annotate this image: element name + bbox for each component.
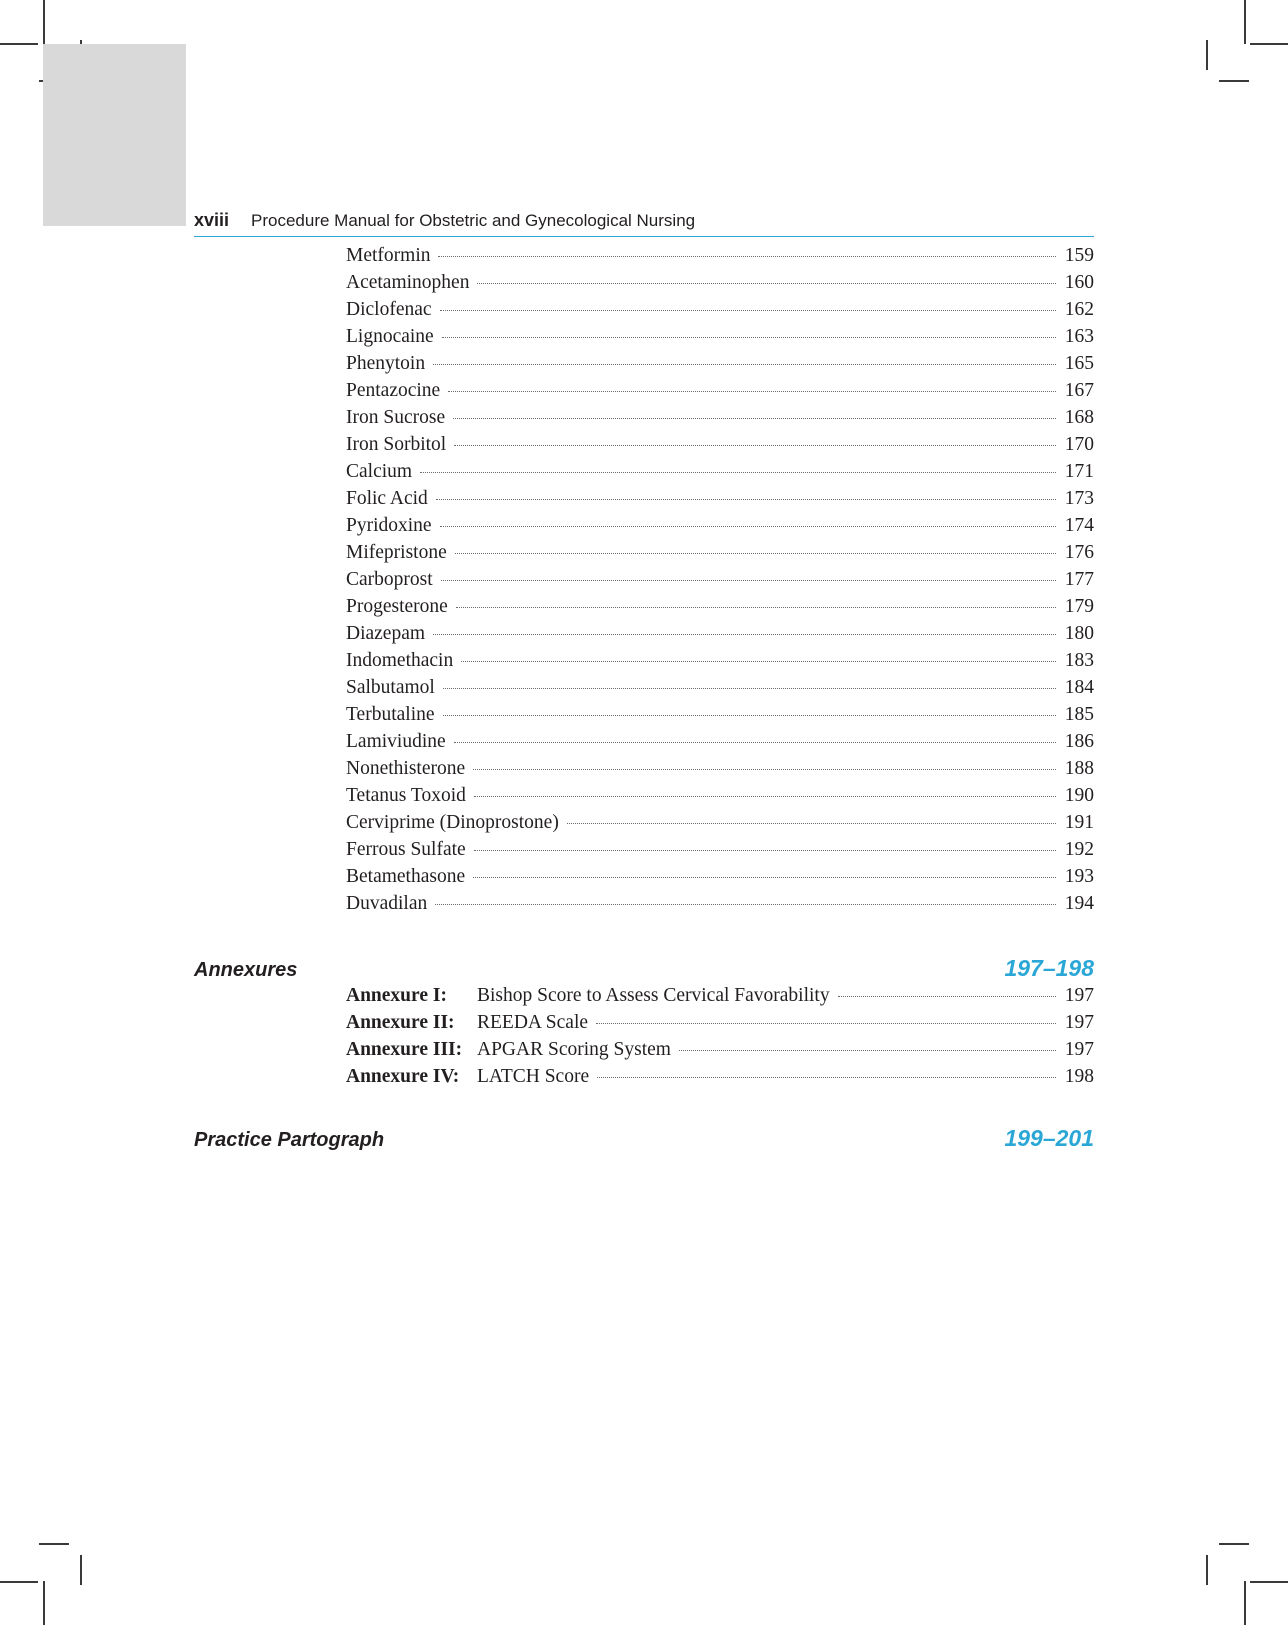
toc-entry-page: 173 <box>1064 488 1094 509</box>
toc-entry-page: 191 <box>1064 812 1094 833</box>
toc-drug-list <box>346 245 1094 920</box>
toc-entry[interactable] <box>346 434 1094 461</box>
annexure-page: 197 <box>1064 1012 1094 1033</box>
dot-leader <box>441 580 1056 581</box>
dot-leader <box>438 256 1056 257</box>
toc-entry-page: 192 <box>1064 839 1094 860</box>
section-label: Practice Partograph <box>194 1129 385 1151</box>
toc-entry-page: 174 <box>1064 515 1094 536</box>
annexure-page: 198 <box>1064 1066 1094 1087</box>
toc-entry-page: 160 <box>1064 272 1094 293</box>
toc-entry-title: Progesterone <box>346 596 448 617</box>
dot-leader <box>679 1050 1056 1051</box>
toc-entry-title: Lignocaine <box>346 326 434 347</box>
toc-entry-page: 159 <box>1064 245 1094 266</box>
toc-entry[interactable] <box>346 515 1094 542</box>
crop-mark <box>1219 80 1249 82</box>
dot-leader <box>474 796 1056 797</box>
toc-entry-page: 183 <box>1064 650 1094 671</box>
dot-leader <box>443 715 1056 716</box>
grey-tab-block <box>43 44 186 226</box>
page-folio: xviii <box>194 210 230 230</box>
dot-leader <box>597 1077 1056 1078</box>
toc-entry-title: Cerviprime (Dinoprostone) <box>346 812 559 833</box>
toc-entry-title: Metformin <box>346 245 431 266</box>
dot-leader <box>442 337 1056 338</box>
toc-entry-title: Tetanus Toxoid <box>346 785 466 806</box>
section-label: Annexures <box>194 959 298 981</box>
toc-entry-page: 163 <box>1064 326 1094 347</box>
toc-entry-title: Lamiviudine <box>346 731 446 752</box>
annexure-number: Annexure I: <box>346 985 447 1006</box>
toc-entry[interactable] <box>346 866 1094 893</box>
toc-annexure-entry[interactable] <box>346 985 1094 1012</box>
dot-leader <box>420 472 1056 473</box>
crop-mark <box>1250 43 1288 45</box>
toc-entry-page: 180 <box>1064 623 1094 644</box>
toc-entry-page: 188 <box>1064 758 1094 779</box>
dot-leader <box>453 418 1056 419</box>
dot-leader <box>455 553 1056 554</box>
annexure-title: Bishop Score to Assess Cervical Favorability <box>477 985 830 1006</box>
dot-leader <box>436 499 1056 500</box>
toc-entry[interactable] <box>346 839 1094 866</box>
toc-entry[interactable] <box>346 461 1094 488</box>
toc-entry[interactable] <box>346 596 1094 623</box>
toc-entry[interactable] <box>346 731 1094 758</box>
toc-entry-title: Nonethisterone <box>346 758 466 779</box>
dot-leader <box>474 850 1056 851</box>
toc-entry-page: 185 <box>1064 704 1094 725</box>
toc-entry[interactable] <box>346 326 1094 353</box>
crop-mark <box>43 0 45 44</box>
dot-leader <box>456 607 1056 608</box>
dot-leader <box>567 823 1056 824</box>
toc-entry-page: 170 <box>1064 434 1094 455</box>
toc-entry-page: 167 <box>1064 380 1094 401</box>
dot-leader <box>477 283 1056 284</box>
annexure-page: 197 <box>1064 985 1094 1006</box>
toc-entry-title: Iron Sucrose <box>346 407 446 428</box>
toc-entry[interactable] <box>346 407 1094 434</box>
crop-mark <box>39 1543 69 1545</box>
crop-mark <box>1244 1581 1246 1625</box>
section-page-range: 199–201 <box>1004 1125 1094 1151</box>
toc-entry-title: Calcium <box>346 461 413 482</box>
toc-entry-title: Indomethacin <box>346 650 454 671</box>
section-practice-partograph <box>194 1125 1094 1152</box>
annexure-title: LATCH Score <box>477 1066 590 1087</box>
toc-entry-page: 168 <box>1064 407 1094 428</box>
toc-entry-page: 176 <box>1064 542 1094 563</box>
crop-mark <box>0 1581 38 1583</box>
toc-entry-page: 193 <box>1064 866 1094 887</box>
toc-annexure-list <box>346 985 1094 1093</box>
dot-leader <box>435 904 1056 905</box>
toc-entry[interactable] <box>346 812 1094 839</box>
annexure-number: Annexure IV: <box>346 1066 460 1087</box>
running-header <box>194 208 1094 237</box>
section-page-range: 197–198 <box>1004 955 1094 981</box>
toc-entry-title: Folic Acid <box>346 488 428 509</box>
toc-entry-title: Phenytoin <box>346 353 426 374</box>
toc-entry[interactable] <box>346 677 1094 704</box>
toc-entry-title: Salbutamol <box>346 677 435 698</box>
toc-entry[interactable] <box>346 542 1094 569</box>
crop-mark <box>0 43 38 45</box>
dot-leader <box>448 391 1056 392</box>
crop-mark <box>80 1555 82 1585</box>
dot-leader <box>440 526 1056 527</box>
crop-mark <box>1219 1543 1249 1545</box>
toc-entry[interactable] <box>346 380 1094 407</box>
annexure-number: Annexure III: <box>346 1039 463 1060</box>
toc-entry[interactable] <box>346 299 1094 326</box>
annexure-title: REEDA Scale <box>477 1012 589 1033</box>
toc-entry-page: 190 <box>1064 785 1094 806</box>
toc-entry[interactable] <box>346 704 1094 731</box>
toc-entry[interactable] <box>346 245 1094 272</box>
dot-leader <box>443 688 1056 689</box>
annexure-number: Annexure II: <box>346 1012 455 1033</box>
toc-entry-title: Mifepristone <box>346 542 447 563</box>
toc-entry-title: Ferrous Sulfate <box>346 839 466 860</box>
toc-entry-title: Pyridoxine <box>346 515 432 536</box>
toc-entry[interactable] <box>346 272 1094 299</box>
toc-entry-page: 177 <box>1064 569 1094 590</box>
dot-leader <box>440 310 1056 311</box>
dot-leader <box>473 769 1056 770</box>
toc-entry-title: Terbutaline <box>346 704 435 725</box>
toc-entry-title: Duvadilan <box>346 893 428 914</box>
dot-leader <box>461 661 1056 662</box>
toc-entry-title: Pentazocine <box>346 380 441 401</box>
toc-entry-page: 184 <box>1064 677 1094 698</box>
toc-entry[interactable] <box>346 569 1094 596</box>
toc-entry-page: 162 <box>1064 299 1094 320</box>
crop-mark <box>1206 1555 1208 1585</box>
dot-leader <box>454 742 1056 743</box>
toc-entry-page: 186 <box>1064 731 1094 752</box>
toc-entry-page: 179 <box>1064 596 1094 617</box>
toc-entry[interactable] <box>346 353 1094 380</box>
dot-leader <box>454 445 1056 446</box>
toc-entry-title: Iron Sorbitol <box>346 434 447 455</box>
toc-entry[interactable] <box>346 785 1094 812</box>
dot-leader <box>433 634 1056 635</box>
dot-leader <box>433 364 1056 365</box>
toc-annexure-entry[interactable] <box>346 1066 1094 1093</box>
toc-entry-title: Diclofenac <box>346 299 432 320</box>
toc-entry-page: 171 <box>1064 461 1094 482</box>
toc-entry-page: 194 <box>1064 893 1094 914</box>
toc-entry[interactable] <box>346 758 1094 785</box>
toc-entry[interactable] <box>346 623 1094 650</box>
crop-mark <box>1250 1581 1288 1583</box>
toc-entry-title: Acetaminophen <box>346 272 470 293</box>
dot-leader <box>838 996 1056 997</box>
toc-entry-page: 165 <box>1064 353 1094 374</box>
toc-entry-title: Carboprost <box>346 569 433 590</box>
dot-leader <box>473 877 1056 878</box>
toc-annexure-entry[interactable] <box>346 1039 1094 1066</box>
section-annexures <box>194 955 1094 982</box>
toc-entry[interactable] <box>346 893 1094 920</box>
crop-mark <box>1206 40 1208 70</box>
toc-entry-title: Betamethasone <box>346 866 466 887</box>
toc-annexure-entry[interactable] <box>346 1012 1094 1039</box>
crop-mark <box>43 1581 45 1625</box>
toc-entry[interactable] <box>346 488 1094 515</box>
toc-entry-title: Diazepam <box>346 623 426 644</box>
dot-leader <box>596 1023 1056 1024</box>
annexure-page: 197 <box>1064 1039 1094 1060</box>
crop-mark <box>1244 0 1246 44</box>
toc-entry[interactable] <box>346 650 1094 677</box>
annexure-title: APGAR Scoring System <box>477 1039 671 1060</box>
running-title: Procedure Manual for Obstetric and Gynecological Nursing <box>251 211 696 230</box>
